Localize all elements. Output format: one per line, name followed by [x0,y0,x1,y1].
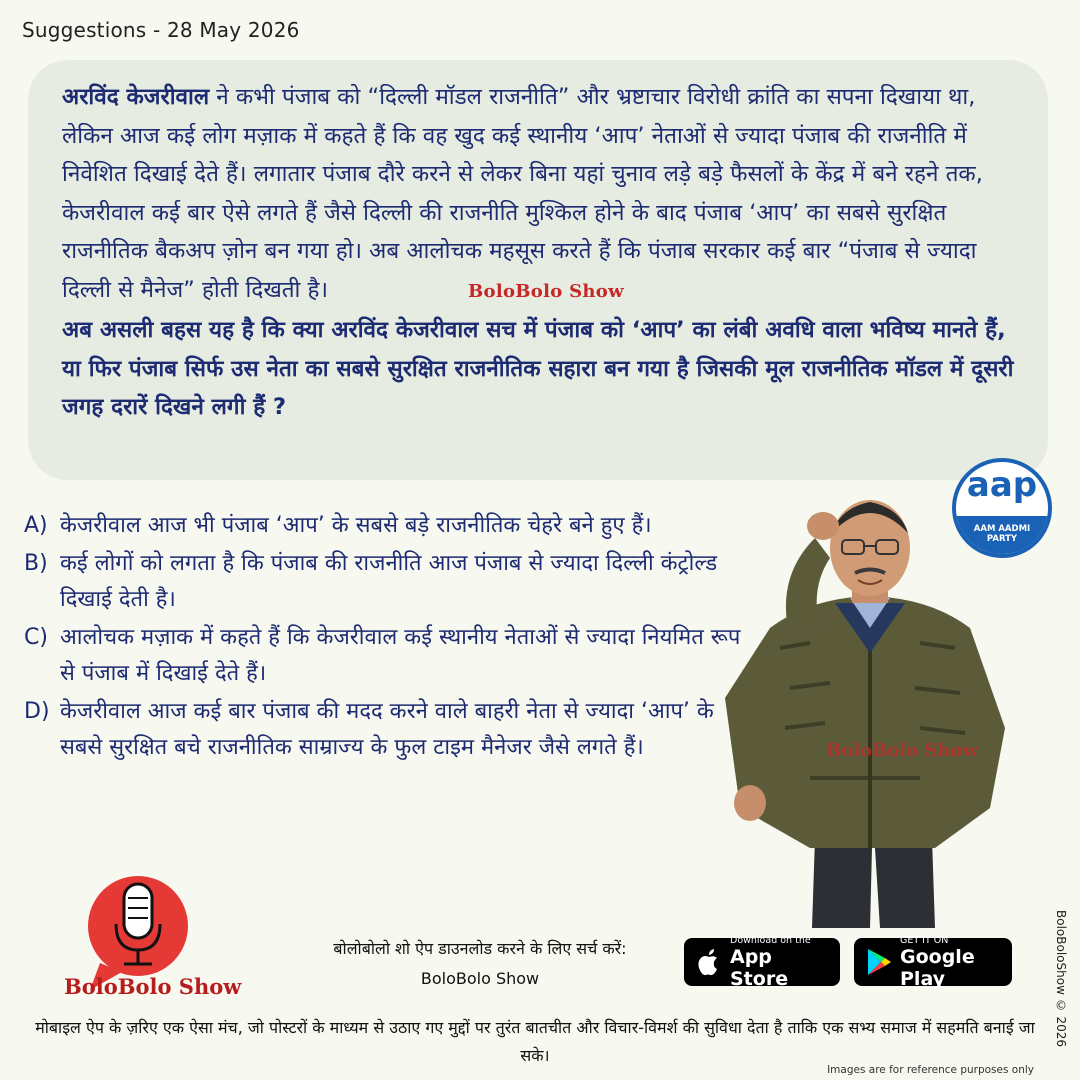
option-letter: A) [24,513,48,538]
option-letter: D) [24,699,50,724]
download-label [285,934,675,994]
google-play-button[interactable] [854,934,1012,990]
option-text: आलोचक मज़ाक में कहते हैं कि केजरीवाल कई स्थानीय नेताओं से ज्यादा नियमित रूप से पंजाब में दिखाई देते हैं। [60,625,741,686]
app-store-button[interactable] [684,934,840,990]
google-play-icon [866,948,892,976]
apple-icon [696,947,722,977]
disclaimer: Images are for reference purposes only [827,1064,1034,1076]
option-text: कई लोगों को लगता है कि पंजाब की राजनीति आज पंजाब से ज्यादा दिल्ली कंट्रोल्ड दिखाई देती है। [60,551,718,612]
copyright: BoloBoloShow © 2026 [1054,910,1068,1048]
aap-logo-line1: AAM AADMI [973,524,1031,534]
question-name: अरविंद केजरीवाल [62,84,210,110]
inline-watermark: BoloBolo Show [468,280,624,302]
option-b[interactable] [24,546,744,618]
download-line2: BoloBolo Show [420,969,540,988]
google-play-big-text: Google Play [900,945,975,990]
option-letter: B) [24,551,48,576]
photo-watermark: BoloBolo Show [826,740,978,761]
footer-description: मोबाइल ऐप के ज़रिए एक ऐसा मंच, जो पोस्टरों के माध्यम से उठाए गए मुद्दों पर तुरंत बातचीत और विचार-विमर्श की सुविधा देता है ताकि एक सभ्य समाज में सहमति बनाई जा सके। [35,1018,1035,1065]
header-date: Suggestions - 28 May 2026 [22,18,300,42]
option-a[interactable] [24,508,744,544]
options-list [24,508,744,768]
app-store-big-text: App Store [730,945,789,990]
bolo-logo-text: BoloBolo Show [64,974,242,999]
aap-logo-band [956,516,1048,554]
aap-logo [952,458,1052,558]
question-intro: ने कभी पंजाब को “दिल्ली मॉडल राजनीति” और भ्रष्टाचार विरोधी क्रांति का सपना दिखाया था, लेकिन आज कई लोग मज़ाक में कहते हैं कि वह खुद कई स्थानीय ‘आप’ नेताओं से ज्यादा पंजाब की राजनीति में निवेशित दिखाई देते हैं। लगातार पंजाब दौरे करने से लेकर बिना यहां चुनाव लड़े बड़े फैसलों के केंद्र में बने रहने तक, केजरीवाल कई बार ऐसे लगते हैं जैसे दिल्ली की राजनीति मुश्किल होने के बाद पंजाब ‘आप’ का सबसे सुरक्षित राजनीतिक बैकअप ज़ोन बन गया हो। अब आलोचक महसूस करते हैं कि पंजाब सरकार कई बार “पंजाब से ज्यादा दिल्ली से मैनेज” होती दिखती है। [62,84,983,303]
bold-question: अब असली बहस यह है कि क्या अरविंद केजरीवाल सच में पंजाब को ‘आप’ का लंबी अवधि वाला भविष्य मानते हैं, या फिर पंजाब सिर्फ उस नेता का सबसे सुरक्षित राजनीतिक सहारा बन गया है जिसकी मूल राजनीतिक मॉडल में दूसरी जगह दरारें दिखने लगी हैं ? [62,317,1014,420]
option-text: केजरीवाल आज भी पंजाब ‘आप’ के सबसे बड़े राजनीतिक चेहरे बने हुए हैं। [60,513,652,538]
option-letter: C) [24,625,48,650]
option-d[interactable] [24,694,744,766]
aap-logo-word: aap [966,465,1038,505]
download-line1: बोलोबोलो शो ऐप डाउनलोड करने के लिए सर्च करें: [333,939,627,958]
google-play-small-text: GET IT ON [900,934,949,946]
question-text [62,78,1014,311]
aap-logo-line2: PARTY [986,534,1018,544]
option-text: केजरीवाल आज कई बार पंजाब की मदद करने वाले बाहरी नेता से ज्यादा ‘आप’ के सबसे सुरक्षित बचे राजनीतिक साम्राज्य के फुल टाइम मैनेजर जैसे लगते हैं। [60,699,714,760]
option-c[interactable] [24,620,744,692]
question-box [28,60,1048,480]
app-store-small-text: Download on the [730,934,811,946]
